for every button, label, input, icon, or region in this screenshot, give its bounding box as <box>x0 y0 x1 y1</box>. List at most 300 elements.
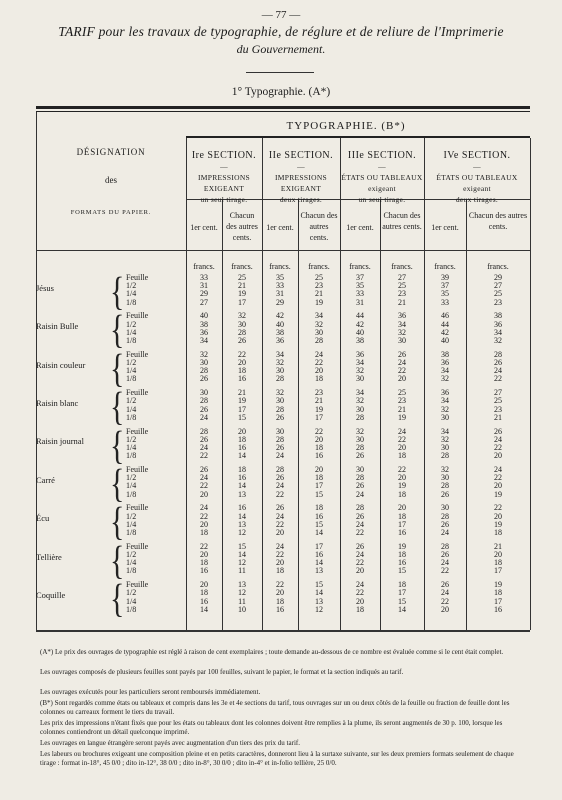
group-brace: { <box>110 307 125 353</box>
unit-francs: francs. <box>193 262 215 271</box>
price-cell: 40 <box>200 311 208 321</box>
price-cell: 32 <box>276 358 284 367</box>
typographie-header: TYPOGRAPHIE. (B*) <box>286 120 406 132</box>
price-cell: 26 <box>276 503 284 513</box>
format-label: 1/2 <box>126 550 137 559</box>
format-label: 1/4 <box>126 404 137 414</box>
header-bottom-rule <box>36 250 530 251</box>
price-cell: 20 <box>276 588 284 598</box>
price-cell: 24 <box>494 366 502 376</box>
price-cell: 44 <box>441 319 449 329</box>
unit-francs: francs. <box>487 262 509 271</box>
price-cell: 24 <box>356 550 364 559</box>
price-cell: 15 <box>315 519 323 529</box>
price-cell: 16 <box>238 374 246 384</box>
section-name: IIIe SECTION. <box>347 150 417 161</box>
section-line2: exigeant <box>368 184 396 193</box>
price-cell: 38 <box>356 336 364 345</box>
price-cell: 36 <box>398 311 406 321</box>
price-cell: 20 <box>200 519 208 529</box>
price-cell: 22 <box>356 558 364 568</box>
price-cell: 19 <box>315 297 323 307</box>
group-brace: { <box>110 269 125 314</box>
format-group-4: Raisin journal <box>36 436 84 447</box>
format-label: Feuille <box>126 580 149 590</box>
price-cell: 19 <box>494 489 502 499</box>
unit-francs: francs. <box>434 262 456 271</box>
price-cell: 31 <box>356 297 364 307</box>
price-cell: 30 <box>200 358 208 367</box>
price-cell: 36 <box>441 358 449 367</box>
price-cell: 19 <box>494 580 502 590</box>
price-cell: 40 <box>276 319 284 329</box>
price-cell: 30 <box>276 396 284 406</box>
price-cell: 27 <box>494 388 502 398</box>
price-cell: 16 <box>315 511 323 521</box>
unit-francs: francs. <box>231 262 253 271</box>
format-label: Feuille <box>126 426 149 436</box>
price-cell: 24 <box>200 443 208 452</box>
format-label: 1/8 <box>126 336 137 345</box>
section-line1: ÉTATS OU TABLEAUX <box>341 173 423 182</box>
price-cell: 20 <box>494 550 502 559</box>
section-header-3 <box>340 150 424 205</box>
price-cell: 25 <box>494 289 502 299</box>
price-cell: 22 <box>200 481 208 491</box>
col-first-cent: 1er cent. <box>431 223 459 232</box>
price-cell: 36 <box>276 336 284 345</box>
price-cell: 32 <box>441 374 449 384</box>
format-label: 1/4 <box>126 558 137 568</box>
price-cell: 21 <box>398 297 406 307</box>
price-cell: 18 <box>200 528 208 537</box>
price-cell: 20 <box>200 489 208 499</box>
format-label: 1/4 <box>126 481 137 491</box>
price-cell: 28 <box>276 404 284 414</box>
price-cell: 32 <box>494 336 502 345</box>
section-line1: IMPRESSIONS EXIGEANT <box>197 173 251 193</box>
price-cell: 15 <box>315 580 323 590</box>
price-cell: 26 <box>238 336 246 345</box>
price-cell: 26 <box>276 443 284 452</box>
footnote-1: (A*) Le prix des ouvrages de typographie est réglé à raison de cent exemplaires ; toute demande au-dessous de ce nombre est évaluée comme si le cent était complet. <box>40 648 504 656</box>
price-cell: 36 <box>441 388 449 398</box>
section-line3: un seul tirage. <box>358 195 406 204</box>
price-cell: 28 <box>276 434 284 444</box>
price-cell: 30 <box>441 503 449 513</box>
price-cell: 20 <box>494 511 502 521</box>
price-cell: 19 <box>398 481 406 491</box>
price-cell: 18 <box>200 558 208 568</box>
price-cell: 17 <box>494 596 502 606</box>
price-cell: 14 <box>315 558 323 568</box>
format-label: Feuille <box>126 311 149 321</box>
price-cell: 20 <box>356 596 364 606</box>
price-cell: 17 <box>315 481 323 491</box>
price-cell: 32 <box>315 319 323 329</box>
price-cell: 34 <box>398 319 406 329</box>
price-cell: 26 <box>276 412 284 422</box>
table-bottom-rule <box>36 630 530 632</box>
section-header-2 <box>262 150 340 205</box>
price-cell: 24 <box>494 465 502 474</box>
price-cell: 23 <box>315 388 323 398</box>
price-cell: 29 <box>276 297 284 307</box>
price-cell: 32 <box>238 311 246 321</box>
price-cell: 32 <box>356 366 364 376</box>
format-label: 1/8 <box>126 412 137 422</box>
price-cell: 27 <box>200 297 208 307</box>
price-cell: 14 <box>238 451 246 461</box>
format-label: 1/2 <box>126 396 137 406</box>
price-cell: 34 <box>276 349 284 359</box>
price-cell: 12 <box>238 588 246 598</box>
price-cell: 17 <box>238 297 246 307</box>
footnote-3: Les ouvrages exécutés pour les particuliers seront remboursés immédiatement. <box>40 688 261 696</box>
format-label: 1/8 <box>126 451 137 461</box>
price-cell: 33 <box>441 297 449 307</box>
title-rule <box>246 72 314 73</box>
price-cell: 20 <box>276 528 284 537</box>
price-cell: 34 <box>356 388 364 398</box>
price-cell: 24 <box>200 412 208 422</box>
section-name: IIe SECTION. <box>268 150 334 161</box>
unit-francs: francs. <box>269 262 291 271</box>
price-cell: 18 <box>276 566 284 576</box>
price-cell: 32 <box>441 434 449 444</box>
price-cell: 28 <box>315 336 323 345</box>
price-cell: 18 <box>200 588 208 598</box>
price-cell: 18 <box>398 451 406 461</box>
price-cell: 11 <box>238 566 246 576</box>
page-number: — 77 — <box>261 9 301 21</box>
price-cell: 26 <box>441 519 449 529</box>
format-group-5: Carré <box>36 474 55 485</box>
price-cell: 17 <box>238 404 246 414</box>
format-label: 1/2 <box>126 281 137 291</box>
price-cell: 18 <box>315 503 323 513</box>
price-cell: 35 <box>356 281 364 291</box>
price-cell: 19 <box>238 289 246 299</box>
format-group-6: Écu <box>36 513 50 524</box>
price-cell: 21 <box>238 281 246 291</box>
price-cell: 19 <box>238 396 246 406</box>
price-cell: 30 <box>356 404 364 414</box>
price-cell: 20 <box>356 566 364 576</box>
price-cell: 29 <box>200 289 208 299</box>
group-brace: { <box>110 538 125 583</box>
format-label: 1/2 <box>126 319 137 329</box>
format-label: Feuille <box>126 503 149 513</box>
price-cell: 24 <box>276 541 284 551</box>
price-cell: 13 <box>315 596 323 606</box>
price-cell: 30 <box>441 412 449 422</box>
price-cell: 17 <box>398 588 406 598</box>
price-cell: 19 <box>398 412 406 422</box>
price-cell: 20 <box>441 604 449 614</box>
price-cell: 40 <box>356 327 364 337</box>
price-cell: 14 <box>200 604 208 614</box>
price-cell: 33 <box>356 289 364 299</box>
section-heading: 1° Typographie. (A*) <box>231 86 331 98</box>
unit-francs: francs. <box>308 262 330 271</box>
price-cell: 14 <box>398 604 406 614</box>
price-cell: 21 <box>315 396 323 406</box>
typographie-header-rule <box>186 136 530 138</box>
price-cell: 32 <box>356 426 364 436</box>
price-cell: 15 <box>398 566 406 576</box>
price-cell: 16 <box>315 550 323 559</box>
price-cell: 22 <box>398 465 406 474</box>
price-cell: 14 <box>315 528 323 537</box>
price-cell: 23 <box>494 297 502 307</box>
price-cell: 22 <box>398 434 406 444</box>
price-cell: 13 <box>315 566 323 576</box>
price-cell: 22 <box>276 580 284 590</box>
price-cell: 46 <box>441 311 449 321</box>
price-cell: 24 <box>356 519 364 529</box>
price-cell: 32 <box>200 349 208 359</box>
col-first-cent: 1er cent. <box>190 223 218 232</box>
price-cell: 24 <box>276 451 284 461</box>
format-group-1: Raisin Bulle <box>36 321 79 332</box>
price-cell: 21 <box>315 289 323 299</box>
format-label: 1/4 <box>126 596 137 606</box>
format-group-3: Raisin blanc <box>36 398 79 409</box>
price-cell: 30 <box>441 443 449 452</box>
price-cell: 15 <box>315 489 323 499</box>
price-cell: 17 <box>398 519 406 529</box>
format-label: 1/2 <box>126 358 137 367</box>
price-cell: 37 <box>441 281 449 291</box>
price-cell: 22 <box>494 503 502 513</box>
price-cell: 35 <box>441 289 449 299</box>
price-cell: 24 <box>276 481 284 491</box>
section-dash: — <box>473 162 481 171</box>
price-cell: 26 <box>494 358 502 367</box>
price-cell: 37 <box>356 273 364 282</box>
price-cell: 18 <box>398 580 406 590</box>
price-cell: 28 <box>494 349 502 359</box>
section-line2: un seul tirage. <box>200 195 248 204</box>
price-cell: 34 <box>315 311 323 321</box>
price-cell: 26 <box>200 465 208 474</box>
price-cell: 28 <box>200 426 208 436</box>
price-cell: 42 <box>441 327 449 337</box>
format-label: 1/2 <box>126 588 137 598</box>
price-cell: 36 <box>200 327 208 337</box>
footnote-7: Les labeurs ou brochures exigeant une composition pleine et en petits caractères, donneront lieu à la surtaxe suivante, sur les deux premiers formats seulement de chaque tirage : format in-18°, 45 0/0 ; dito in-12°, 38 0/0 ; dito in-8°, 30 0/0 ; dito in-4° et in-folio tellière, 25 0/0. <box>40 750 514 767</box>
price-cell: 18 <box>315 374 323 384</box>
price-cell: 16 <box>276 604 284 614</box>
group-brace: { <box>110 499 125 545</box>
price-cell: 16 <box>398 558 406 568</box>
price-cell: 20 <box>200 580 208 590</box>
price-cell: 22 <box>200 451 208 461</box>
col-other-cents: Chacun des autres cents. <box>300 211 338 242</box>
price-cell: 26 <box>441 550 449 559</box>
price-cell: 14 <box>315 588 323 598</box>
price-cell: 18 <box>276 596 284 606</box>
price-cell: 24 <box>200 473 208 483</box>
price-cell: 11 <box>238 596 246 606</box>
price-cell: 38 <box>441 349 449 359</box>
price-cell: 20 <box>398 503 406 513</box>
price-cell: 24 <box>441 558 449 568</box>
price-cell: 18 <box>398 489 406 499</box>
price-cell: 17 <box>315 541 323 551</box>
price-cell: 24 <box>276 511 284 521</box>
price-cell: 27 <box>398 273 406 282</box>
price-cell: 24 <box>356 580 364 590</box>
price-cell: 28 <box>276 374 284 384</box>
format-group-7: Tellière <box>36 551 62 562</box>
table-top-rule-thin <box>36 111 530 112</box>
price-cell: 25 <box>238 273 246 282</box>
price-cell: 28 <box>441 451 449 461</box>
price-cell: 22 <box>441 596 449 606</box>
price-cell: 30 <box>356 434 364 444</box>
price-cell: 26 <box>356 541 364 551</box>
price-cell: 12 <box>238 558 246 568</box>
section-line2: exigeant <box>463 184 491 193</box>
price-cell: 23 <box>315 281 323 291</box>
price-cell: 17 <box>494 566 502 576</box>
price-cell: 28 <box>356 412 364 422</box>
price-cell: 22 <box>276 489 284 499</box>
group-brace: { <box>110 384 125 430</box>
price-cell: 22 <box>494 374 502 384</box>
price-cell: 29 <box>494 273 502 282</box>
price-cell: 26 <box>200 374 208 384</box>
format-group-0: Jésus <box>36 282 54 293</box>
price-cell: 26 <box>276 473 284 483</box>
price-cell: 42 <box>356 319 364 329</box>
price-cell: 28 <box>356 503 364 513</box>
price-cell: 14 <box>238 550 246 559</box>
price-cell: 24 <box>441 528 449 537</box>
format-label: 1/4 <box>126 519 137 529</box>
group-brace: { <box>110 461 125 506</box>
formats-label: FORMATS DU PAPIER. <box>70 209 152 216</box>
price-cell: 20 <box>315 465 323 474</box>
section-dash: — <box>378 162 386 171</box>
col-first-cent: 1er cent. <box>346 223 374 232</box>
price-cell: 13 <box>238 580 246 590</box>
price-cell: 22 <box>200 541 208 551</box>
price-cell: 22 <box>276 550 284 559</box>
price-cell: 34 <box>494 327 502 337</box>
price-cell: 24 <box>494 434 502 444</box>
col-other-cents: Chacun des autres cents. <box>382 211 422 231</box>
price-cell: 30 <box>276 366 284 376</box>
price-cell: 19 <box>494 519 502 529</box>
section-name: IVe SECTION. <box>443 150 511 161</box>
price-cell: 35 <box>276 273 284 282</box>
price-cell: 20 <box>494 451 502 461</box>
price-cell: 34 <box>441 366 449 376</box>
price-cell: 20 <box>494 481 502 491</box>
price-cell: 20 <box>200 550 208 559</box>
designation-des: des <box>105 175 117 185</box>
price-cell: 22 <box>315 426 323 436</box>
price-cell: 30 <box>356 465 364 474</box>
price-cell: 20 <box>315 366 323 376</box>
price-cell: 31 <box>200 281 208 291</box>
footnote-2: Les ouvrages composés de plusieurs feuilles sont payés par 100 feuilles, suivant le papier, le format et la section indiqués au tarif. <box>40 668 404 676</box>
price-cell: 26 <box>200 434 208 444</box>
price-cell: 22 <box>356 528 364 537</box>
price-cell: 20 <box>276 558 284 568</box>
price-cell: 36 <box>494 319 502 329</box>
format-label: 1/8 <box>126 489 137 499</box>
price-cell: 26 <box>356 481 364 491</box>
price-cell: 18 <box>356 604 364 614</box>
price-cell: 16 <box>398 528 406 537</box>
price-cell: 22 <box>494 443 502 452</box>
price-cell: 28 <box>276 465 284 474</box>
price-cell: 22 <box>315 358 323 367</box>
price-cell: 19 <box>315 404 323 414</box>
price-cell: 18 <box>238 465 246 474</box>
price-cell: 16 <box>315 451 323 461</box>
price-cell: 18 <box>238 366 246 376</box>
section-name: Ire SECTION. <box>191 150 257 161</box>
format-group-8: Coquille <box>36 590 66 601</box>
price-cell: 17 <box>315 412 323 422</box>
price-cell: 23 <box>398 396 406 406</box>
price-cell: 21 <box>398 404 406 414</box>
group-brace: { <box>110 576 125 622</box>
price-cell: 33 <box>276 281 284 291</box>
price-cell: 12 <box>315 604 323 614</box>
price-cell: 28 <box>356 443 364 452</box>
price-cell: 25 <box>494 396 502 406</box>
price-cell: 30 <box>315 327 323 337</box>
price-cell: 18 <box>315 443 323 452</box>
document-title: TARIF pour les travaux de typographie, de réglure et de reliure de l'Imprimerie <box>58 24 504 39</box>
price-cell: 20 <box>238 358 246 367</box>
price-cell: 32 <box>398 327 406 337</box>
price-cell: 28 <box>441 511 449 521</box>
price-cell: 34 <box>441 426 449 436</box>
price-cell: 26 <box>441 580 449 590</box>
price-cell: 28 <box>441 541 449 551</box>
price-cell: 30 <box>441 473 449 483</box>
col-other-cents: Chacun des autres cents. <box>468 211 528 231</box>
price-cell: 20 <box>398 473 406 483</box>
table-top-rule <box>36 106 530 109</box>
price-cell: 31 <box>276 289 284 299</box>
price-cell: 25 <box>398 281 406 291</box>
group-brace: { <box>110 422 125 468</box>
price-cell: 16 <box>200 596 208 606</box>
section-dash: — <box>297 162 305 171</box>
price-cell: 44 <box>356 311 364 321</box>
price-cell: 14 <box>238 511 246 521</box>
format-label: 1/4 <box>126 289 137 299</box>
price-cell: 30 <box>356 374 364 384</box>
price-cell: 24 <box>441 588 449 598</box>
price-cell: 24 <box>315 349 323 359</box>
section-line1: IMPRESSIONS EXIGEANT <box>274 173 328 193</box>
price-cell: 21 <box>494 412 502 422</box>
price-cell: 26 <box>398 349 406 359</box>
format-label: 1/8 <box>126 604 137 614</box>
price-cell: 26 <box>200 404 208 414</box>
footnote-4: (B*) Sont regardés comme états ou tableaux et compris dans les 3e et 4e sections du tarif, tous ouvrages sur un ou deux côtés de la feuille ou fraction de feuille dont les colonnes ou carreaux forment le tiers du travail. <box>40 699 510 716</box>
format-label: 1/4 <box>126 443 137 452</box>
